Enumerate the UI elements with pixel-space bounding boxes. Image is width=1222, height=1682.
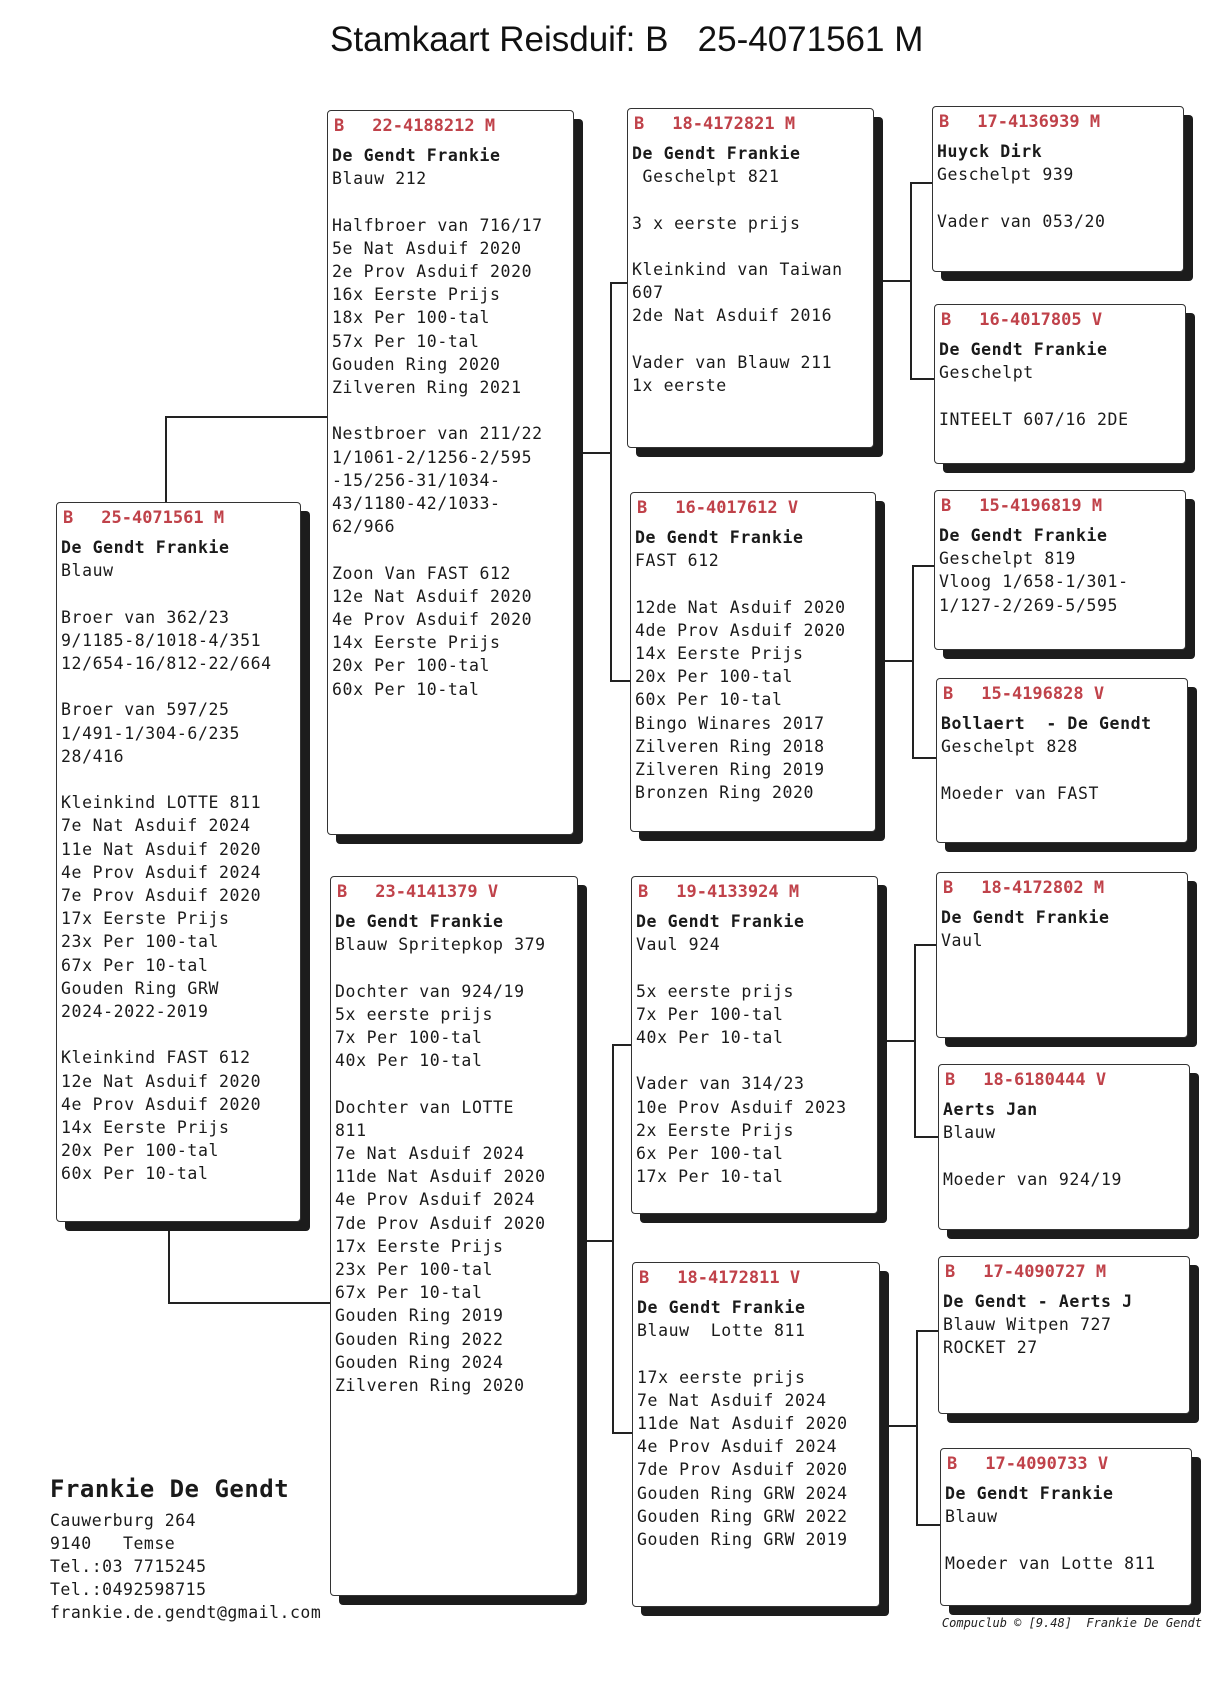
- connector-line: [914, 944, 936, 946]
- breeder-name: Aerts Jan: [943, 1100, 1038, 1119]
- card-text-line: 7e Nat Asduif 2024: [335, 1144, 525, 1163]
- card-text-line: 9/1185-8/1018-4/351: [61, 630, 262, 650]
- card-text-line: 6x Per 100-tal: [636, 1144, 784, 1163]
- ring-country: B: [941, 496, 952, 516]
- connector-line: [874, 1040, 914, 1042]
- card-text-line: 60x Per 10-tal: [61, 1164, 209, 1184]
- card-text-line: [332, 538, 569, 561]
- card-text-line: Gouden Ring GRW 2022: [637, 1506, 848, 1526]
- card-text-line: 20x Per 100-tal: [61, 1141, 220, 1161]
- card-text-line: 12e Nat Asduif 2020: [332, 586, 533, 606]
- card-text-line: 7x Per 100-tal: [636, 1004, 784, 1024]
- card-text-line: 7e Nat Asduif 2024: [637, 1390, 827, 1410]
- card-text-line: [939, 384, 1181, 407]
- card-text-line: [636, 956, 873, 979]
- ring-id: 16-4017612 V: [675, 498, 799, 518]
- card-text-line: Vader van Blauw 211: [632, 352, 833, 372]
- card-text-line: Blauw: [945, 1507, 998, 1527]
- card-text-line: Vader van 314/23: [636, 1074, 805, 1094]
- ring-country: B: [63, 508, 74, 528]
- card-text-line: 607: [632, 283, 664, 303]
- connector-line: [612, 1044, 632, 1046]
- pedigree-card-father: [327, 110, 574, 835]
- owner-address-city: 9140 Temse: [50, 1534, 176, 1553]
- card-text-line: Dochter van LOTTE: [335, 1097, 515, 1117]
- breeder-name: De Gendt Frankie: [332, 146, 501, 165]
- card-text-line: 60x Per 10-tal: [635, 690, 783, 710]
- ring-number: [332, 116, 569, 136]
- card-text-line: 4e Prov Asduif 2020: [332, 610, 533, 630]
- page-title: Stamkaart Reisduif: B 25-4071561 M: [330, 20, 924, 59]
- connector-line: [610, 680, 632, 682]
- card-text-line: Vader van 053/20: [937, 211, 1106, 231]
- pedigree-card-ggf-2: [934, 490, 1186, 650]
- ring-number: [636, 882, 873, 902]
- ring-number: [941, 878, 1183, 898]
- breeder-name: De Gendt Frankie: [61, 538, 230, 557]
- card-text-line: Zoon Van FAST 612: [332, 563, 512, 583]
- card-text-line: 12e Nat Asduif 2020: [61, 1071, 262, 1091]
- ring-id: 22-4188212 M: [372, 116, 496, 136]
- connector-line: [916, 1330, 918, 1524]
- ring-number: [61, 508, 296, 528]
- card-text-line: 20x Per 100-tal: [332, 656, 491, 676]
- ring-country: B: [941, 310, 952, 330]
- pedigree-card-ggf-4: [938, 1256, 1190, 1414]
- card-text-line: 28/416: [61, 746, 125, 766]
- card-text-line: Geschelpt 821: [632, 167, 780, 187]
- card-text-line: 4e Prov Asduif 2024: [335, 1190, 536, 1210]
- ring-number: [943, 1262, 1185, 1282]
- card-text-line: 5x eerste prijs: [335, 1004, 494, 1024]
- card-text-line: Vaul 924: [636, 935, 721, 955]
- connector-line: [914, 1136, 938, 1138]
- card-text-line: 43/1180-42/1033-: [332, 494, 501, 514]
- card-text-line: [943, 1144, 1185, 1167]
- card-text-line: Blauw: [943, 1123, 996, 1143]
- owner-mobile: Tel.:0492598715: [50, 1580, 207, 1599]
- card-text-line: Blauw: [61, 561, 114, 581]
- owner-contact: [50, 1475, 321, 1624]
- card-text-line: Vloog 1/658-1/301-: [939, 572, 1129, 592]
- card-text-line: [335, 1072, 573, 1095]
- connector-line: [610, 282, 612, 680]
- card-text-line: Kleinkind van Taiwan: [632, 259, 843, 279]
- ring-number: [937, 112, 1179, 132]
- card-text-line: 10e Prov Asduif 2023: [636, 1097, 847, 1117]
- ring-country: B: [634, 114, 645, 134]
- card-text-line: Dochter van 924/19: [335, 981, 525, 1001]
- pedigree-card-ggm-2: [936, 678, 1188, 843]
- ring-country: B: [943, 878, 954, 898]
- ring-country: B: [945, 1070, 956, 1090]
- card-text-line: [941, 758, 1183, 781]
- owner-name: Frankie De Gendt: [50, 1475, 290, 1503]
- card-text-line: ROCKET 27: [943, 1338, 1038, 1358]
- card-text-line: Bingo Winares 2017: [635, 713, 825, 733]
- card-text-line: 17x Per 10-tal: [636, 1167, 784, 1187]
- card-text-line: [945, 1528, 1187, 1551]
- pedigree-card-ggm-1: [934, 304, 1186, 464]
- ring-id: 17-4136939 M: [977, 112, 1101, 132]
- card-text-line: 62/966: [332, 517, 396, 537]
- card-text-line: 20x Per 100-tal: [635, 667, 794, 687]
- card-text-line: Moeder van 924/19: [943, 1169, 1123, 1189]
- card-text-line: 811: [335, 1120, 367, 1140]
- card-text-line: 14x Eerste Prijs: [332, 633, 501, 653]
- card-text-line: 1/1061-2/1256-2/595: [332, 447, 533, 467]
- card-text-line: 1/491-1/304-6/235: [61, 723, 241, 743]
- connector-line: [912, 565, 934, 567]
- card-text-line: [636, 1049, 873, 1072]
- card-text-line: [632, 188, 869, 211]
- pedigree-card-ggf-3: [936, 872, 1188, 1038]
- breeder-name: Huyck Dirk: [937, 142, 1043, 161]
- card-text-line: 4de Prov Asduif 2020: [635, 620, 846, 640]
- card-text-line: 17x Eerste Prijs: [61, 909, 230, 929]
- card-text-line: Zilveren Ring 2021: [332, 378, 522, 398]
- card-text-line: 57x Per 10-tal: [332, 331, 480, 351]
- pedigree-card-ggm-4: [940, 1448, 1192, 1606]
- breeder-name: De Gendt Frankie: [335, 912, 504, 931]
- card-text-line: 40x Per 10-tal: [335, 1051, 483, 1071]
- card-text-line: 4e Prov Asduif 2024: [61, 862, 262, 882]
- card-text-line: -15/256-31/1034-: [332, 470, 501, 490]
- connector-line: [870, 280, 910, 282]
- breeder-name: De Gendt - Aerts J: [943, 1292, 1133, 1311]
- card-text-line: 7e Prov Asduif 2020: [61, 886, 262, 905]
- card-text-line: Gouden Ring GRW 2019: [637, 1530, 848, 1550]
- card-text-line: Gouden Ring 2019: [335, 1306, 504, 1326]
- card-text-line: 7e Nat Asduif 2024: [61, 816, 251, 836]
- ring-country: B: [943, 684, 954, 704]
- owner-address-street: Cauwerburg 264: [50, 1511, 197, 1530]
- card-text-line: Geschelpt 819: [939, 549, 1076, 569]
- connector-line: [916, 1524, 940, 1526]
- ring-id: 15-4196819 M: [979, 496, 1103, 516]
- ring-id: 18-4172802 M: [981, 878, 1105, 898]
- card-text-line: [637, 1342, 875, 1365]
- card-text-line: Blauw Witpen 727: [943, 1315, 1112, 1335]
- owner-email[interactable]: frankie.de.gendt@gmail.com: [50, 1603, 322, 1622]
- card-text-line: Blauw 212: [332, 169, 427, 189]
- card-text-line: 3 x eerste prijs: [632, 213, 801, 233]
- card-text-line: INTEELT 607/16 2DE: [939, 409, 1129, 429]
- ring-country: B: [947, 1454, 958, 1474]
- card-text-line: 40x Per 10-tal: [636, 1028, 784, 1047]
- card-text-line: 7de Prov Asduif 2020: [637, 1460, 848, 1480]
- card-text-line: Moeder van FAST: [941, 783, 1100, 803]
- breeder-name: De Gendt Frankie: [637, 1298, 806, 1317]
- connector-line: [168, 1302, 330, 1304]
- ring-id: 18-6180444 V: [983, 1070, 1107, 1090]
- card-text-line: [335, 956, 573, 979]
- card-text-line: Bronzen Ring 2020: [635, 783, 815, 803]
- connector-line: [910, 378, 934, 380]
- ring-number: [632, 114, 869, 134]
- card-text-line: [632, 328, 869, 351]
- ring-number: [945, 1454, 1187, 1474]
- ring-country: B: [638, 882, 649, 902]
- card-text-line: Blauw Lotte 811: [637, 1321, 806, 1341]
- card-text-line: Gouden Ring 2024: [335, 1352, 504, 1372]
- card-text-line: 23x Per 100-tal: [335, 1260, 494, 1280]
- card-text-line: 14x Eerste Prijs: [635, 644, 804, 663]
- ring-number: [635, 498, 871, 518]
- card-text-line: [332, 190, 569, 213]
- card-text-line: Nestbroer van 211/22: [332, 424, 543, 444]
- card-text-line: 12/654-16/812-22/664: [61, 654, 272, 673]
- ring-id: 18-4172811 V: [677, 1268, 801, 1288]
- pedigree-card-subject: [56, 502, 301, 1222]
- pedigree-card-maternal-grandmother: [632, 1262, 880, 1607]
- card-text-line: 14x Eerste Prijs: [61, 1118, 230, 1138]
- ring-id: 17-4090733 V: [985, 1454, 1109, 1474]
- card-text-line: 1x eerste: [632, 375, 727, 395]
- connector-line: [914, 944, 916, 1136]
- ring-number: [941, 684, 1183, 704]
- pedigree-card-ggf-1: [932, 106, 1184, 272]
- card-text-line: Zilveren Ring 2019: [635, 760, 825, 780]
- connector-line: [580, 452, 610, 454]
- card-text-line: 2x Eerste Prijs: [636, 1120, 795, 1140]
- card-text-line: [635, 572, 871, 595]
- ring-number: [939, 496, 1181, 516]
- ring-country: B: [945, 1262, 956, 1282]
- pedigree-card-ggm-3: [938, 1064, 1190, 1230]
- card-text-line: 12de Nat Asduif 2020: [635, 597, 846, 617]
- breeder-name: Bollaert - De Gendt: [941, 714, 1152, 733]
- card-text-line: 2024-2022-2019: [61, 1002, 209, 1022]
- card-text-line: [937, 186, 1179, 209]
- owner-phone: Tel.:03 7715245: [50, 1557, 207, 1576]
- card-text-line: Kleinkind LOTTE 811: [61, 793, 262, 813]
- connector-line: [165, 416, 167, 502]
- connector-line: [165, 416, 328, 418]
- card-text-line: 11de Nat Asduif 2020: [637, 1414, 848, 1433]
- connector-line: [612, 1432, 634, 1434]
- ring-number: [939, 310, 1181, 330]
- card-text-line: Blauw Spritepkop 379: [335, 935, 546, 955]
- card-text-line: Geschelpt 828: [941, 737, 1078, 757]
- card-text-line: Gouden Ring 2022: [335, 1329, 504, 1349]
- connector-line: [168, 1222, 170, 1302]
- card-text-line: Gouden Ring GRW: [61, 978, 220, 998]
- connector-line: [912, 757, 936, 759]
- card-text-line: 7de Prov Asduif 2020: [335, 1213, 546, 1233]
- card-text-line: 4e Prov Asduif 2024: [637, 1437, 838, 1457]
- ring-id: 19-4133924 M: [676, 882, 800, 902]
- card-text-line: 67x Per 10-tal: [61, 955, 209, 975]
- card-text-line: 2e Prov Asduif 2020: [332, 262, 533, 281]
- card-text-line: 18x Per 100-tal: [332, 308, 491, 328]
- card-text-line: 4e Prov Asduif 2020: [61, 1094, 262, 1114]
- connector-line: [612, 1044, 614, 1432]
- card-text-line: Kleinkind FAST 612: [61, 1048, 251, 1068]
- card-text-line: [61, 768, 296, 791]
- connector-line: [910, 182, 912, 378]
- breeder-name: De Gendt Frankie: [945, 1484, 1114, 1503]
- card-text-line: Zilveren Ring 2018: [635, 736, 825, 756]
- card-text-line: 5x eerste prijs: [636, 981, 795, 1001]
- pedigree-card-mother: [330, 876, 578, 1596]
- card-text-line: Broer van 597/25: [61, 700, 230, 720]
- card-text-line: Broer van 362/23: [61, 607, 230, 627]
- connector-line: [912, 565, 914, 757]
- pedigree-card-paternal-grandmother: [630, 492, 876, 832]
- ring-country: B: [337, 882, 348, 902]
- card-text-line: 17x Eerste Prijs: [335, 1236, 504, 1256]
- card-text-line: 60x Per 10-tal: [332, 679, 480, 699]
- breeder-name: De Gendt Frankie: [939, 340, 1108, 359]
- connector-line: [876, 1425, 916, 1427]
- card-text-line: 67x Per 10-tal: [335, 1283, 483, 1303]
- card-text-line: FAST 612: [635, 551, 720, 571]
- card-text-line: [332, 399, 569, 422]
- breeder-name: De Gendt Frankie: [636, 912, 805, 931]
- card-text-line: Geschelpt 939: [937, 165, 1074, 185]
- breeder-name: De Gendt Frankie: [632, 144, 801, 163]
- connector-line: [916, 1330, 938, 1332]
- pedigree-card-maternal-grandfather: [631, 876, 878, 1214]
- card-text-line: 16x Eerste Prijs: [332, 285, 501, 305]
- ring-id: 25-4071561 M: [101, 508, 225, 528]
- connector-line: [580, 1240, 612, 1242]
- card-text-line: 23x Per 100-tal: [61, 932, 220, 952]
- card-text-line: [61, 675, 296, 698]
- card-text-line: [61, 582, 296, 605]
- ring-number: [943, 1070, 1185, 1090]
- card-text-line: Geschelpt: [939, 363, 1034, 383]
- card-text-line: 7x Per 100-tal: [335, 1028, 483, 1047]
- card-text-line: [632, 235, 869, 258]
- card-text-line: 2de Nat Asduif 2016: [632, 306, 833, 326]
- card-text-line: Gouden Ring 2020: [332, 354, 501, 374]
- ring-id: 16-4017805 V: [979, 310, 1103, 330]
- copyright-note: Compuclub © [9.48] Frankie De Gendt: [941, 1616, 1202, 1630]
- card-text-line: 17x eerste prijs: [637, 1367, 806, 1387]
- breeder-name: De Gendt Frankie: [939, 526, 1108, 545]
- pedigree-card-paternal-grandfather: [627, 108, 874, 448]
- ring-id: 23-4141379 V: [375, 882, 499, 902]
- connector-line: [872, 660, 912, 662]
- ring-country: B: [334, 116, 345, 136]
- card-text-line: [61, 1023, 296, 1046]
- ring-number: [637, 1268, 875, 1288]
- card-text-line: Gouden Ring GRW 2024: [637, 1483, 848, 1503]
- ring-country: B: [939, 112, 950, 132]
- card-text-line: 11de Nat Asduif 2020: [335, 1167, 546, 1187]
- ring-id: 15-4196828 V: [981, 684, 1105, 704]
- card-text-line: 11e Nat Asduif 2020: [61, 839, 262, 859]
- card-text-line: 1/127-2/269-5/595: [939, 595, 1119, 615]
- card-text-line: Vaul: [941, 931, 984, 951]
- card-text-line: Moeder van Lotte 811: [945, 1553, 1156, 1573]
- breeder-name: De Gendt Frankie: [941, 908, 1110, 927]
- ring-number: [335, 882, 573, 902]
- card-text-line: 5e Nat Asduif 2020: [332, 238, 522, 258]
- ring-id: 17-4090727 M: [983, 1262, 1107, 1282]
- ring-country: B: [637, 498, 648, 518]
- breeder-name: De Gendt Frankie: [635, 528, 804, 547]
- card-text-line: Zilveren Ring 2020: [335, 1376, 525, 1396]
- card-text-line: Halfbroer van 716/17: [332, 215, 543, 235]
- ring-country: B: [639, 1268, 650, 1288]
- connector-line: [910, 182, 932, 184]
- ring-id: 18-4172821 M: [672, 114, 796, 134]
